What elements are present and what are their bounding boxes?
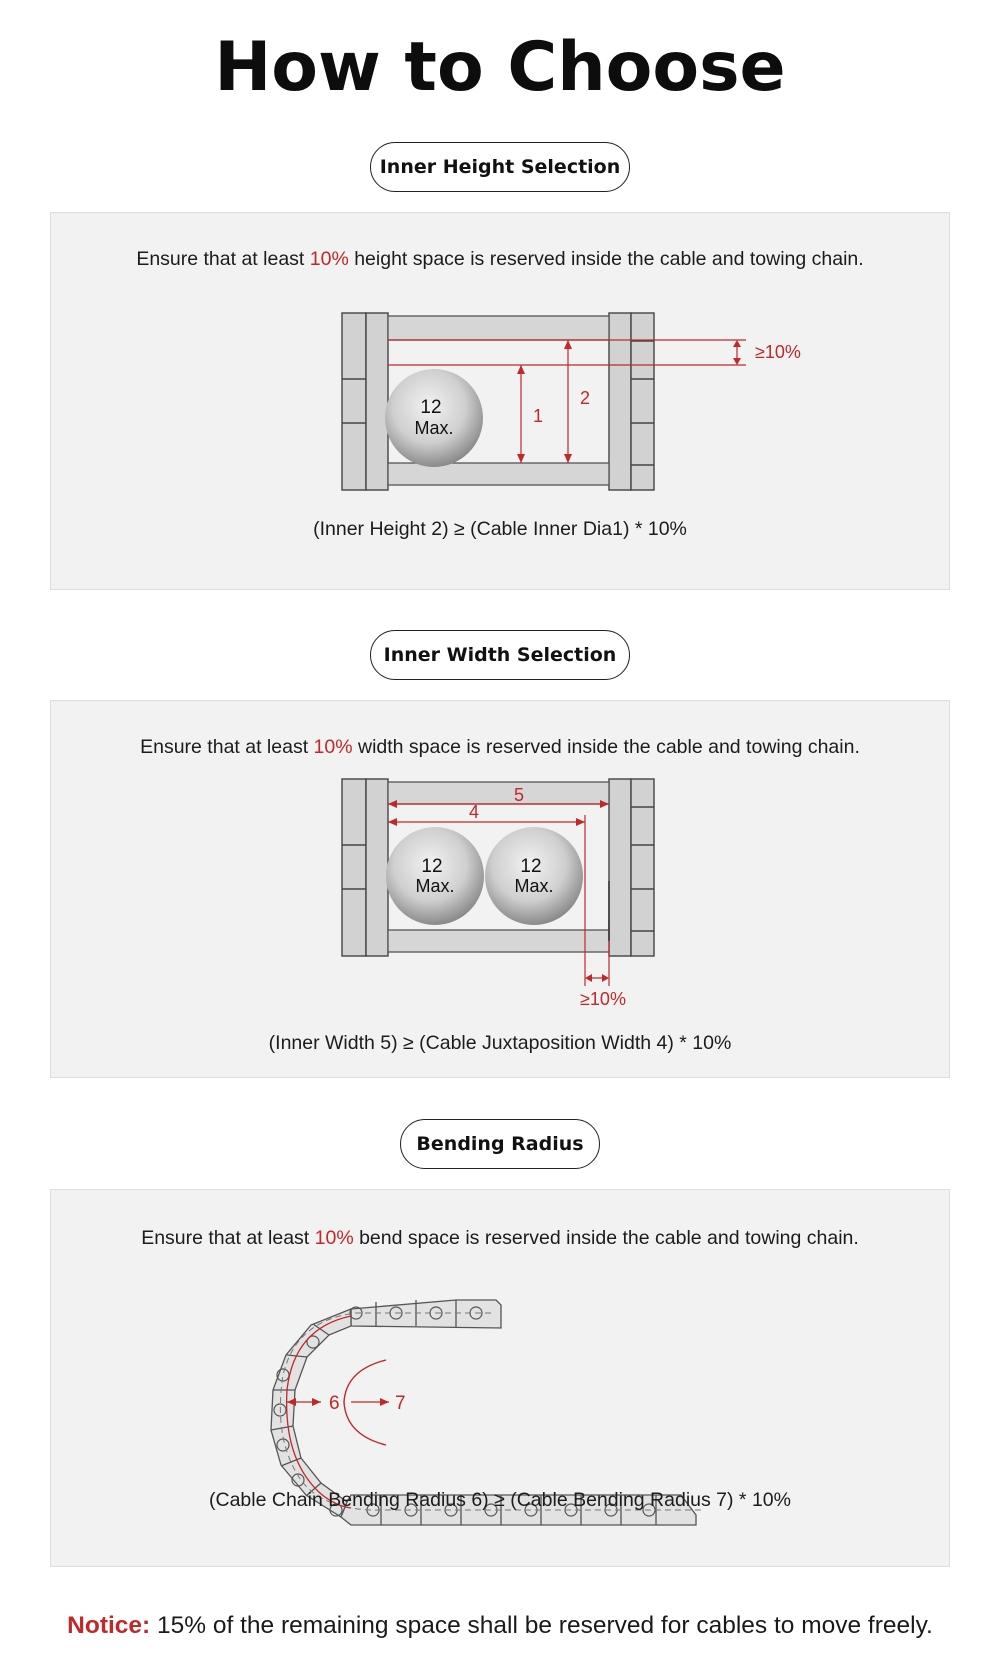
cable-size-value: 12 bbox=[520, 856, 542, 877]
chain-upper-run bbox=[351, 1300, 501, 1328]
cable-size-unit: Max. bbox=[414, 418, 454, 438]
cable-size-value: 12 bbox=[421, 856, 443, 877]
chain-center-line bbox=[280, 1313, 701, 1510]
section-heading-bending-radius: Bending Radius bbox=[400, 1119, 600, 1169]
dimension-label-1: 1 bbox=[533, 406, 544, 426]
highlight-percent: 10% bbox=[313, 736, 353, 758]
notice-text: Notice: 15% of the remaining space shall be reserved for cables to move freely. bbox=[67, 1612, 933, 1639]
cable-size-unit: Max. bbox=[514, 876, 554, 896]
cable-size-unit: Max. bbox=[415, 876, 455, 896]
highlight-percent: 10% bbox=[314, 1227, 354, 1249]
dimension-label-5: 5 bbox=[513, 785, 525, 805]
section-heading-inner-width: Inner Width Selection bbox=[370, 630, 630, 680]
highlight-percent: 10% bbox=[309, 248, 349, 270]
bending-radius-formula: (Cable Chain Bending Radius 6) ≥ (Cable Bending Radius 7) * 10% bbox=[209, 1489, 791, 1511]
dimension-label-4: 4 bbox=[468, 802, 480, 822]
dimension-label-2: 2 bbox=[580, 388, 591, 408]
cable-size-value: 12 bbox=[420, 397, 442, 418]
width-gap-label: ≥10% bbox=[580, 989, 626, 1009]
chain-bottom-crossbar bbox=[388, 463, 609, 485]
chain-left-sideplate bbox=[342, 779, 388, 956]
bending-radius-panel bbox=[50, 1189, 950, 1567]
chain-right-sideplate bbox=[609, 779, 654, 956]
notice-label: Notice: bbox=[67, 1612, 151, 1639]
chain-top-crossbar bbox=[388, 782, 609, 804]
dimension-label-7: 7 bbox=[395, 1393, 406, 1414]
height-gap-label: ≥10% bbox=[755, 342, 801, 362]
inner-width-panel bbox=[50, 700, 950, 1078]
dimension-label-6: 6 bbox=[329, 1393, 340, 1414]
bend-radius-dimension-7 bbox=[344, 1360, 406, 1445]
inner-width-intro: Ensure that at least 10% width space is reserved inside the cable and towing chain. bbox=[140, 736, 860, 758]
chain-bottom-crossbar bbox=[388, 930, 609, 952]
chain-left-sideplate bbox=[342, 313, 388, 490]
page-title: How to Choose bbox=[214, 28, 786, 107]
inner-width-formula: (Inner Width 5) ≥ (Cable Juxtaposition Width 4) * 10% bbox=[268, 1032, 732, 1054]
inner-width-diagram bbox=[51, 701, 951, 1079]
inner-height-intro: Ensure that at least 10% height space is reserved inside the cable and towing chain. bbox=[136, 248, 864, 270]
bending-radius-intro: Ensure that at least 10% bend space is reserved inside the cable and towing chain. bbox=[141, 1227, 859, 1249]
chain-top-crossbar bbox=[388, 316, 609, 340]
section-heading-inner-height: Inner Height Selection bbox=[370, 142, 630, 192]
inner-height-formula: (Inner Height 2) ≥ (Cable Inner Dia1) * 10% bbox=[313, 518, 687, 540]
inner-height-panel bbox=[50, 212, 950, 590]
